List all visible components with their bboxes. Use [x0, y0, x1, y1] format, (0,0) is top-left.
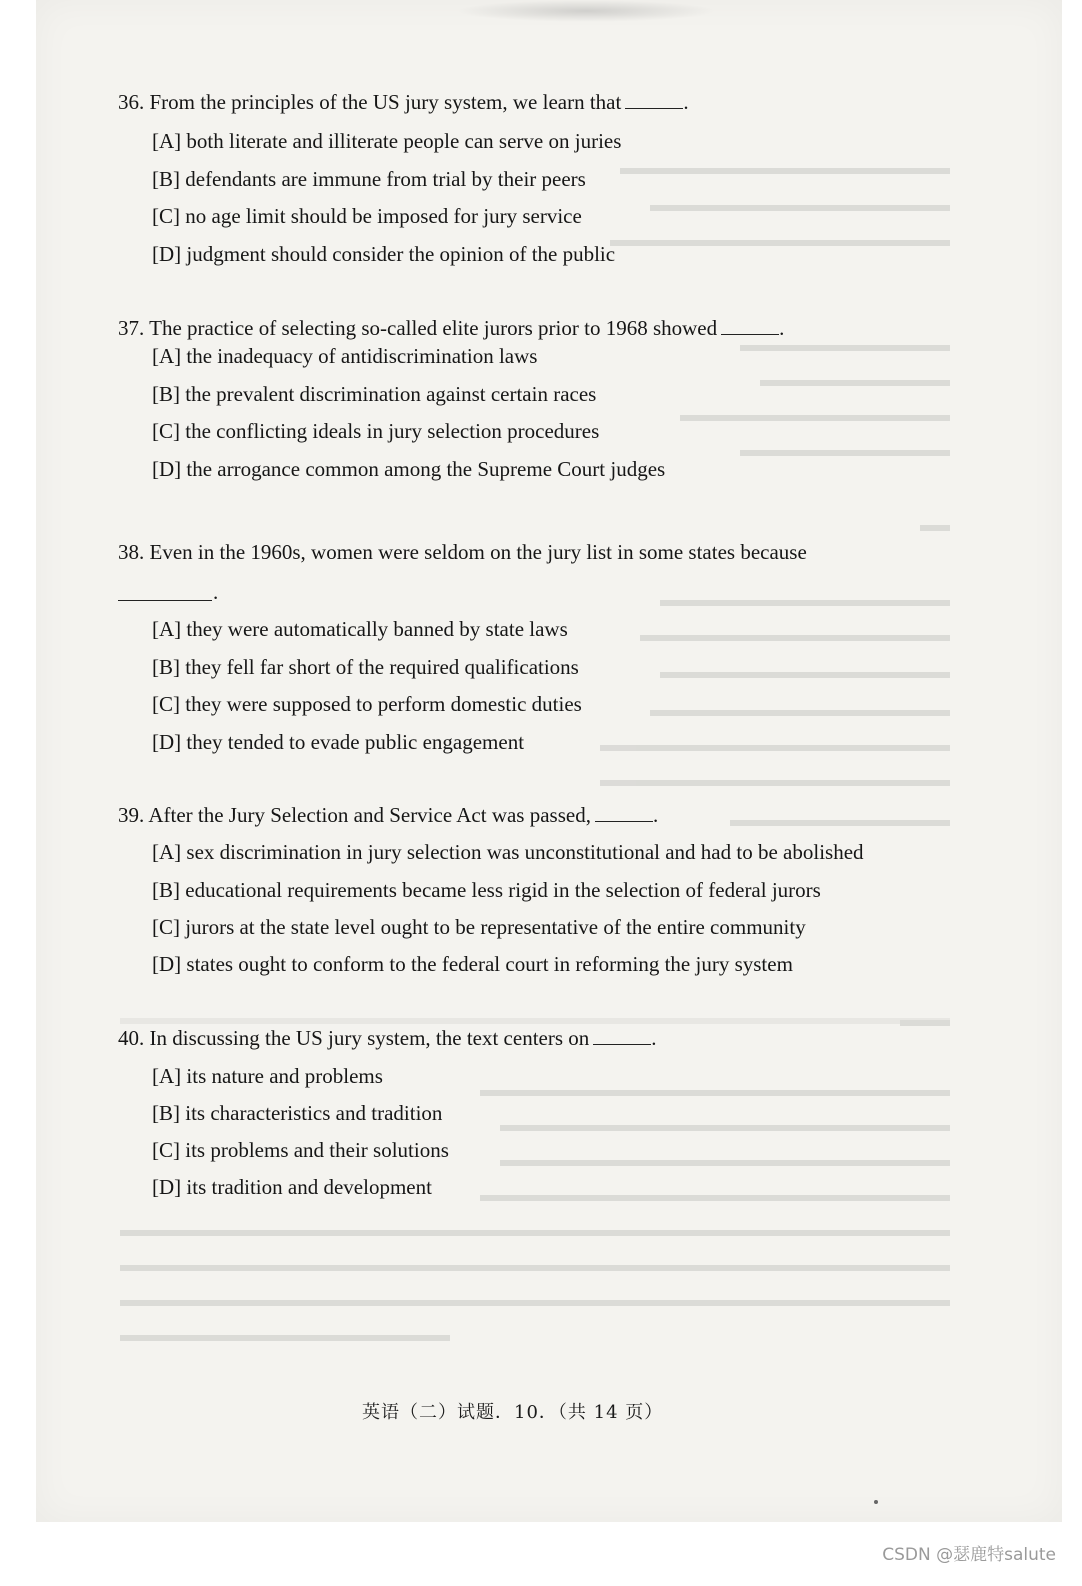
option-a: [A] both literate and illiterate people can serve on juries	[152, 129, 622, 153]
question-stem	[118, 90, 689, 115]
scan-speck	[874, 1500, 878, 1504]
page-number-text: 英语（二）试题．10．（共 14 页）	[362, 1402, 664, 1423]
question-number: 37.	[118, 316, 145, 340]
option-c: [C] the conflicting ideals in jury selection procedures	[152, 419, 600, 443]
option-b: [B] educational requirements became less rigid in the selection of federal jurors	[152, 878, 821, 902]
option-d: [D] judgment should consider the opinion of the public	[152, 242, 616, 266]
option-c: [C] jurors at the state level ought to be representative of the entire community	[152, 915, 806, 939]
stem-end: .	[779, 316, 785, 340]
option-d: [D] they tended to evade public engagement	[152, 730, 525, 754]
question-number: 40.	[118, 1026, 145, 1050]
option-b: [B] its characteristics and tradition	[152, 1101, 443, 1125]
option-a: [A] they were automatically banned by state laws	[152, 617, 568, 641]
scan-smudge	[456, 0, 716, 22]
stem-end: .	[213, 580, 219, 604]
question-text: Even in the 1960s, women were seldom on the jury list in some states because	[149, 540, 807, 564]
question-stem	[118, 316, 784, 341]
question-stem	[118, 1026, 657, 1051]
question-text: After the Jury Selection and Service Act was passed,	[148, 803, 591, 827]
question-stem	[118, 540, 807, 565]
stem-end: .	[683, 90, 689, 114]
question-stem	[118, 803, 658, 828]
stem-end: .	[652, 803, 659, 827]
question-number: 38.	[118, 540, 145, 564]
option-a: [A] the inadequacy of antidiscrimination laws	[152, 344, 538, 368]
question-text: From the principles of the US jury system, we learn that	[149, 90, 622, 114]
option-a: [A] sex discrimination in jury selection was unconstitutional and had to be abolished	[152, 840, 864, 864]
option-b: [B] the prevalent discrimination against certain races	[152, 382, 597, 406]
answer-blank	[721, 316, 779, 335]
option-d: [D] the arrogance common among the Supreme Court judges	[152, 457, 666, 481]
question-text: The practice of selecting so-called elite jurors prior to 1968 showed	[149, 316, 718, 340]
option-a: [A] its nature and problems	[152, 1064, 383, 1088]
option-b: [B] defendants are immune from trial by their peers	[152, 167, 586, 191]
option-c: [C] they were supposed to perform domestic duties	[152, 692, 582, 716]
option-c: [C] its problems and their solutions	[152, 1138, 449, 1162]
answer-blank	[118, 600, 212, 601]
stem-end: .	[651, 1026, 657, 1050]
question-number: 39.	[118, 803, 145, 827]
option-d: [D] states ought to conform to the federal court in reforming the jury system	[152, 952, 793, 976]
answer-blank	[595, 803, 653, 822]
question-text: In discussing the US jury system, the text centers on	[149, 1026, 590, 1050]
option-b: [B] they fell far short of the required qualifications	[152, 655, 579, 679]
option-d: [D] its tradition and development	[152, 1175, 432, 1199]
answer-blank	[593, 1026, 651, 1045]
source-watermark: CSDN @瑟鹿特salute	[882, 1545, 1056, 1565]
answer-blank	[625, 90, 683, 109]
question-number: 36.	[118, 90, 145, 114]
option-c: [C] no age limit should be imposed for jury service	[152, 204, 582, 228]
